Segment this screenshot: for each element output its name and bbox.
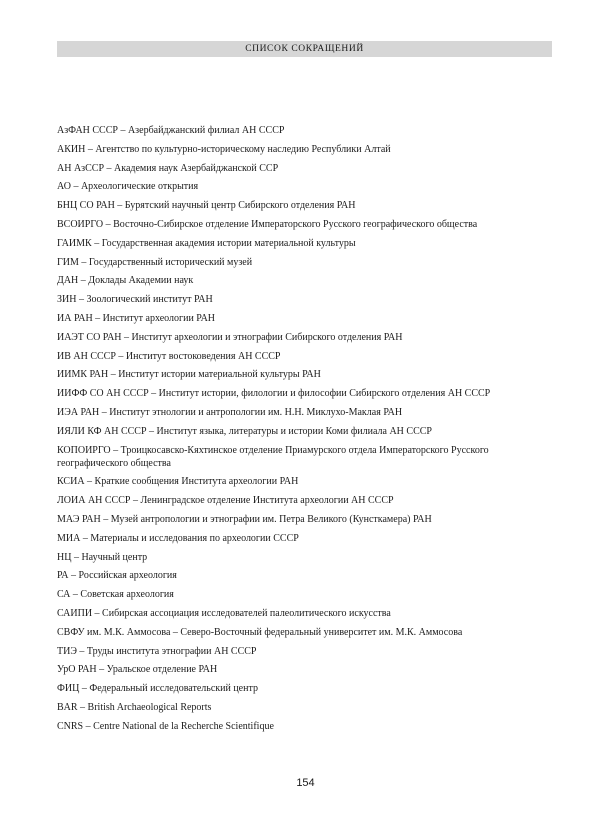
list-item: ИВ АН СССР – Институт востоковедения АН СССР [57, 350, 281, 362]
list-item: ИИФФ СО АН СССР – Институт истории, филологии и философии Сибирского отделения АН СССР [57, 388, 491, 400]
list-item: BAR – British Archaeological Reports [57, 701, 212, 713]
page-number: 154 [296, 777, 315, 789]
list-item: ИА РАН – Институт археологии РАН [57, 312, 216, 324]
list-item: МИА – Материалы и исследования по археологии СССР [57, 532, 299, 544]
list-item: ДАН – Доклады Академии наук [57, 275, 194, 287]
list-item: СВФУ им. М.К. Аммосова – Северо-Восточный федеральный университет им. М.К. Аммосова [57, 626, 463, 638]
list-item: ТИЭ – Труды института этнографии АН СССР [57, 645, 257, 657]
list-item: НЦ – Научный центр [57, 551, 148, 563]
list-item: АО – Археологические открытия [57, 181, 199, 193]
list-item: МАЭ РАН – Музей антропологии и этнографии им. Петра Великого (Кунсткамера) РАН [57, 513, 432, 525]
list-item: АКИН – Агентство по культурно-историческому наследию Республики Алтай [57, 143, 391, 155]
list-item: КОПОИРГО – Троицкосавско-Кяхтинское отделение Приамурского отдела Императорского Русского географического общества [57, 444, 489, 469]
list-item: КСИА – Краткие сообщения Института археологии РАН [57, 476, 299, 488]
list-item: ГИМ – Государственный исторический музей [57, 256, 253, 268]
page-header [57, 41, 552, 57]
list-item: АН АзССР – Академия наук Азербайджанской ССР [57, 162, 279, 174]
list-item: CNRS – Centre National de la Recherche Scientifique [57, 720, 274, 732]
abbreviation-list [57, 124, 552, 739]
list-item: САИПИ – Сибирская ассоциация исследователей палеолитического искусства [57, 607, 391, 619]
list-item: ВСОИРГО – Восточно-Сибирское отделение Императорского Русского географического общества [57, 218, 478, 230]
header-title: СПИСОК СОКРАЩЕНИЙ [245, 44, 364, 54]
list-item: АзФАН СССР – Азербайджанский филиал АН СССР [57, 125, 285, 136]
list-item: БНЦ СО РАН – Бурятский научный центр Сибирского отделения РАН [57, 200, 356, 212]
list-item: ЗИН – Зоологический институт РАН [57, 294, 213, 306]
list-item: ИЯЛИ КФ АН СССР – Институт языка, литературы и истории Коми филиала АН СССР [57, 425, 432, 437]
list-item: УрО РАН – Уральское отделение РАН [57, 664, 218, 676]
list-item: ФИЦ – Федеральный исследовательский центр [57, 683, 258, 695]
list-item: ИЭА РАН – Институт этнологии и антропологии им. Н.Н. Миклухо-Маклая РАН [57, 406, 403, 418]
list-item: ИАЭТ СО РАН – Институт археологии и этнографии Сибирского отделения РАН [57, 331, 403, 343]
list-item: СА – Советская археология [57, 589, 174, 601]
list-item: РА – Российская археология [57, 570, 177, 582]
list-item: ИИМК РАН – Институт истории материальной культуры РАН [57, 369, 321, 381]
list-item: ЛОИА АН СССР – Ленинградское отделение Института археологии АН СССР [57, 495, 394, 507]
list-item: ГАИМК – Государственная академия истории материальной культуры [57, 237, 356, 249]
